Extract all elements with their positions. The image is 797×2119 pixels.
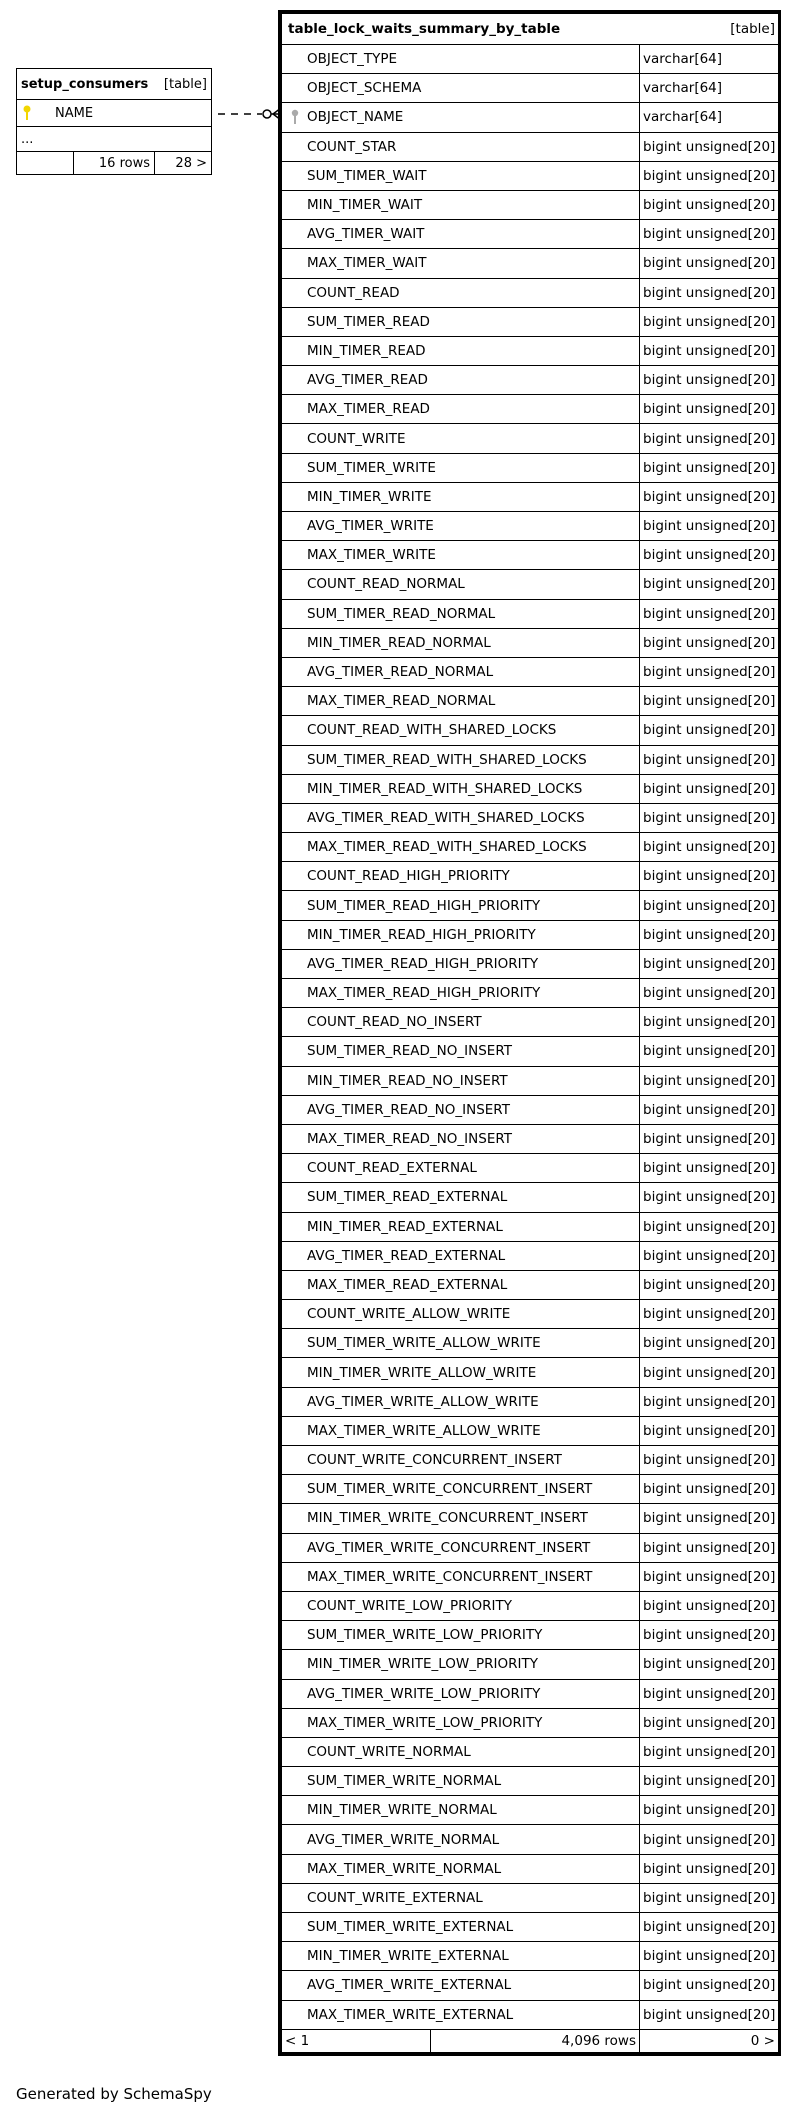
column-name: MAX_TIMER_WRITE_ALLOW_WRITE <box>282 1416 640 1445</box>
table-row <box>282 45 779 74</box>
table-row <box>282 424 779 453</box>
column-name: MIN_TIMER_READ_EXTERNAL <box>282 1212 640 1241</box>
table-row <box>282 833 779 862</box>
column-type: bigint unsigned[20] <box>640 833 779 862</box>
column-name: MAX_TIMER_WRITE_NORMAL <box>282 1854 640 1883</box>
column-type: bigint unsigned[20] <box>640 395 779 424</box>
column-type: bigint unsigned[20] <box>640 1183 779 1212</box>
column-type: varchar[64] <box>640 45 779 74</box>
column-list <box>282 45 779 2030</box>
column-name: MIN_TIMER_READ_NO_INSERT <box>282 1066 640 1095</box>
column-type: bigint unsigned[20] <box>640 453 779 482</box>
column-name: SUM_TIMER_READ_EXTERNAL <box>282 1183 640 1212</box>
table-footer <box>282 2029 779 2052</box>
column-name: COUNT_STAR <box>282 132 640 161</box>
column-name: AVG_TIMER_READ_NORMAL <box>282 657 640 686</box>
table-row <box>282 774 779 803</box>
column-type: bigint unsigned[20] <box>640 1913 779 1942</box>
table-row <box>282 190 779 219</box>
column-name: SUM_TIMER_READ <box>282 307 640 336</box>
table-row <box>282 803 779 832</box>
column-name: AVG_TIMER_WRITE_LOW_PRIORITY <box>282 1679 640 1708</box>
column-name: OBJECT_SCHEMA <box>282 74 640 103</box>
column-type: bigint unsigned[20] <box>640 1971 779 2000</box>
column-name <box>282 103 640 132</box>
column-type: bigint unsigned[20] <box>640 1270 779 1299</box>
column-name: MIN_TIMER_WRITE_LOW_PRIORITY <box>282 1650 640 1679</box>
column-type: bigint unsigned[20] <box>640 1124 779 1153</box>
column-name: MIN_TIMER_WRITE_ALLOW_WRITE <box>282 1358 640 1387</box>
table-row <box>282 1387 779 1416</box>
column-type: bigint unsigned[20] <box>640 1241 779 1270</box>
column-type: bigint unsigned[20] <box>640 1008 779 1037</box>
column-type: bigint unsigned[20] <box>640 716 779 745</box>
column-type: bigint unsigned[20] <box>640 1942 779 1971</box>
column-type: bigint unsigned[20] <box>640 920 779 949</box>
table-row <box>282 1971 779 2000</box>
table-row <box>282 74 779 103</box>
table-row <box>282 1942 779 1971</box>
column-type: bigint unsigned[20] <box>640 1446 779 1475</box>
table-row <box>282 687 779 716</box>
table-header <box>282 14 779 45</box>
column-name: SUM_TIMER_WAIT <box>282 161 640 190</box>
column-name: MAX_TIMER_READ_HIGH_PRIORITY <box>282 979 640 1008</box>
column-name: COUNT_WRITE_ALLOW_WRITE <box>282 1300 640 1329</box>
column-name: AVG_TIMER_WRITE_ALLOW_WRITE <box>282 1387 640 1416</box>
column-name: SUM_TIMER_WRITE_NORMAL <box>282 1767 640 1796</box>
column-type: bigint unsigned[20] <box>640 1475 779 1504</box>
column-type: bigint unsigned[20] <box>640 1504 779 1533</box>
table-row <box>282 336 779 365</box>
column-name: COUNT_READ_WITH_SHARED_LOCKS <box>282 716 640 745</box>
table-row <box>282 1883 779 1912</box>
table-lock-waits-summary-by-table[interactable] <box>278 10 781 2056</box>
column-name: MAX_TIMER_READ <box>282 395 640 424</box>
column-name: AVG_TIMER_READ_WITH_SHARED_LOCKS <box>282 803 640 832</box>
column-name: MIN_TIMER_WRITE_CONCURRENT_INSERT <box>282 1504 640 1533</box>
table-row <box>282 103 779 132</box>
table-row <box>282 1825 779 1854</box>
column-name: MIN_TIMER_WAIT <box>282 190 640 219</box>
table-row <box>282 891 779 920</box>
column-type: bigint unsigned[20] <box>640 1416 779 1445</box>
table-row <box>282 862 779 891</box>
column-name: MAX_TIMER_READ_EXTERNAL <box>282 1270 640 1299</box>
column-name: SUM_TIMER_WRITE <box>282 453 640 482</box>
table-row <box>282 1504 779 1533</box>
column-type: varchar[64] <box>640 74 779 103</box>
column-type: bigint unsigned[20] <box>640 1591 779 1620</box>
column-type: bigint unsigned[20] <box>640 745 779 774</box>
table-row <box>282 1913 779 1942</box>
table-row <box>282 278 779 307</box>
column-type: bigint unsigned[20] <box>640 599 779 628</box>
column-name: MIN_TIMER_READ_HIGH_PRIORITY <box>282 920 640 949</box>
table-row <box>282 395 779 424</box>
column-name: MAX_TIMER_READ_NO_INSERT <box>282 1124 640 1153</box>
column-name: AVG_TIMER_WRITE_NORMAL <box>282 1825 640 1854</box>
table-row <box>282 1708 779 1737</box>
column-type: bigint unsigned[20] <box>640 949 779 978</box>
table-row <box>282 949 779 978</box>
column-name: AVG_TIMER_WRITE <box>282 512 640 541</box>
column-name: SUM_TIMER_READ_HIGH_PRIORITY <box>282 891 640 920</box>
column-type: bigint unsigned[20] <box>640 1037 779 1066</box>
table-row <box>282 1591 779 1620</box>
column-type: bigint unsigned[20] <box>640 1095 779 1124</box>
table-row <box>282 1241 779 1270</box>
table-name: table_lock_waits_summary_by_table <box>282 14 640 45</box>
column-name: MAX_TIMER_WRITE_CONCURRENT_INSERT <box>282 1562 640 1591</box>
column-type: bigint unsigned[20] <box>640 891 779 920</box>
column-name: AVG_TIMER_READ <box>282 366 640 395</box>
table-row <box>282 1621 779 1650</box>
table-type: [table] <box>640 14 779 45</box>
column-type: bigint unsigned[20] <box>640 132 779 161</box>
column-type: bigint unsigned[20] <box>640 979 779 1008</box>
column-name: MAX_TIMER_WAIT <box>282 249 640 278</box>
column-type: bigint unsigned[20] <box>640 1825 779 1854</box>
column-type: bigint unsigned[20] <box>640 1854 779 1883</box>
column-type: bigint unsigned[20] <box>640 278 779 307</box>
table-row <box>282 1446 779 1475</box>
column-name: NAME <box>55 105 94 121</box>
column-type: bigint unsigned[20] <box>640 336 779 365</box>
column-name: SUM_TIMER_WRITE_CONCURRENT_INSERT <box>282 1475 640 1504</box>
column-type: bigint unsigned[20] <box>640 1621 779 1650</box>
table-row <box>282 1679 779 1708</box>
table-name: setup_consumers <box>17 69 155 100</box>
column-name: COUNT_READ_HIGH_PRIORITY <box>282 862 640 891</box>
column-name: MAX_TIMER_WRITE_EXTERNAL <box>282 2000 640 2029</box>
column-type: bigint unsigned[20] <box>640 1767 779 1796</box>
column-name: MIN_TIMER_READ_NORMAL <box>282 628 640 657</box>
column-type: bigint unsigned[20] <box>640 1737 779 1766</box>
table-row <box>282 1650 779 1679</box>
table-row <box>282 1124 779 1153</box>
table-row <box>282 366 779 395</box>
column-type: bigint unsigned[20] <box>640 307 779 336</box>
table-row <box>282 1095 779 1124</box>
column-name: MAX_TIMER_READ_WITH_SHARED_LOCKS <box>282 833 640 862</box>
column-name: SUM_TIMER_WRITE_ALLOW_WRITE <box>282 1329 640 1358</box>
table-row <box>282 307 779 336</box>
children-link[interactable]: 28 > <box>155 152 212 175</box>
table-row <box>282 1767 779 1796</box>
column-type: bigint unsigned[20] <box>640 1066 779 1095</box>
table-row <box>17 100 212 127</box>
column-type: bigint unsigned[20] <box>640 1533 779 1562</box>
primary-key-icon <box>22 105 34 121</box>
table-row <box>282 132 779 161</box>
column-type: bigint unsigned[20] <box>640 774 779 803</box>
table-footer <box>17 152 212 175</box>
table-row <box>282 541 779 570</box>
column-name: MIN_TIMER_WRITE_EXTERNAL <box>282 1942 640 1971</box>
table-row <box>282 599 779 628</box>
parents-link[interactable]: < 1 <box>282 2030 431 2052</box>
column-type: bigint unsigned[20] <box>640 1883 779 1912</box>
column-name: MAX_TIMER_READ_NORMAL <box>282 687 640 716</box>
column-name: MIN_TIMER_READ_WITH_SHARED_LOCKS <box>282 774 640 803</box>
column-name: COUNT_WRITE_CONCURRENT_INSERT <box>282 1446 640 1475</box>
column-name: SUM_TIMER_READ_NORMAL <box>282 599 640 628</box>
column-name: OBJECT_TYPE <box>282 45 640 74</box>
column-name: SUM_TIMER_READ_WITH_SHARED_LOCKS <box>282 745 640 774</box>
column-name: AVG_TIMER_WRITE_EXTERNAL <box>282 1971 640 2000</box>
row-count: 16 rows <box>74 152 155 175</box>
column-name: COUNT_READ_NORMAL <box>282 570 640 599</box>
column-type: bigint unsigned[20] <box>640 628 779 657</box>
column-name: MIN_TIMER_WRITE_NORMAL <box>282 1796 640 1825</box>
table-row <box>282 1008 779 1037</box>
table-row <box>282 570 779 599</box>
table-row <box>282 1037 779 1066</box>
column-type: bigint unsigned[20] <box>640 1212 779 1241</box>
column-name: AVG_TIMER_READ_HIGH_PRIORITY <box>282 949 640 978</box>
ellipsis: ... <box>17 127 212 152</box>
column-type: bigint unsigned[20] <box>640 570 779 599</box>
column-name: AVG_TIMER_READ_EXTERNAL <box>282 1241 640 1270</box>
table-row <box>282 2000 779 2029</box>
table-row <box>282 920 779 949</box>
column-type: bigint unsigned[20] <box>640 424 779 453</box>
table-row <box>282 1066 779 1095</box>
table-row <box>282 628 779 657</box>
column-type: bigint unsigned[20] <box>640 1358 779 1387</box>
table-row <box>282 745 779 774</box>
table-row <box>282 1154 779 1183</box>
column-name: COUNT_READ <box>282 278 640 307</box>
column-type: bigint unsigned[20] <box>640 1650 779 1679</box>
column-type: bigint unsigned[20] <box>640 1329 779 1358</box>
table-row <box>282 1183 779 1212</box>
table-header <box>17 69 212 100</box>
column-type: bigint unsigned[20] <box>640 862 779 891</box>
table-row <box>282 1416 779 1445</box>
column-name: COUNT_WRITE_LOW_PRIORITY <box>282 1591 640 1620</box>
column-name: COUNT_READ_NO_INSERT <box>282 1008 640 1037</box>
children-link[interactable]: 0 > <box>640 2029 779 2052</box>
column-type: bigint unsigned[20] <box>640 1387 779 1416</box>
table-row <box>282 482 779 511</box>
table-row <box>282 512 779 541</box>
column-type: bigint unsigned[20] <box>640 220 779 249</box>
column-name: SUM_TIMER_READ_NO_INSERT <box>282 1037 640 1066</box>
generated-by-label: Generated by SchemaSpy <box>16 2085 212 2103</box>
column-name: MIN_TIMER_READ <box>282 336 640 365</box>
table-row <box>282 1270 779 1299</box>
column-type: bigint unsigned[20] <box>640 1154 779 1183</box>
column-type: bigint unsigned[20] <box>640 1300 779 1329</box>
table-row <box>282 161 779 190</box>
table-row <box>282 716 779 745</box>
column-name: COUNT_WRITE <box>282 424 640 453</box>
table-row <box>282 220 779 249</box>
column-name: MAX_TIMER_WRITE <box>282 541 640 570</box>
column-type: bigint unsigned[20] <box>640 1679 779 1708</box>
table-row <box>282 1533 779 1562</box>
table-row <box>282 453 779 482</box>
column-type: bigint unsigned[20] <box>640 1562 779 1591</box>
column-name: COUNT_WRITE_NORMAL <box>282 1737 640 1766</box>
column-name: MIN_TIMER_WRITE <box>282 482 640 511</box>
column-type: bigint unsigned[20] <box>640 657 779 686</box>
table-row <box>282 1212 779 1241</box>
column-name: AVG_TIMER_READ_NO_INSERT <box>282 1095 640 1124</box>
column-type: bigint unsigned[20] <box>640 1708 779 1737</box>
table-row <box>282 1300 779 1329</box>
table-row <box>282 1737 779 1766</box>
column-name: COUNT_READ_EXTERNAL <box>282 1154 640 1183</box>
table-row <box>282 1796 779 1825</box>
table-row <box>17 127 212 152</box>
table-row <box>282 1854 779 1883</box>
column-name: AVG_TIMER_WRITE_CONCURRENT_INSERT <box>282 1533 640 1562</box>
column-name: SUM_TIMER_WRITE_LOW_PRIORITY <box>282 1621 640 1650</box>
column-type: bigint unsigned[20] <box>640 512 779 541</box>
table-row <box>282 249 779 278</box>
row-count: 4,096 rows <box>561 2032 636 2049</box>
column-name: COUNT_WRITE_EXTERNAL <box>282 1883 640 1912</box>
column-type: varchar[64] <box>640 103 779 132</box>
column-type: bigint unsigned[20] <box>640 482 779 511</box>
column-name-text: OBJECT_NAME <box>307 109 404 126</box>
table-row <box>282 1358 779 1387</box>
column-type: bigint unsigned[20] <box>640 190 779 219</box>
column-type: bigint unsigned[20] <box>640 2000 779 2029</box>
table-row <box>282 1562 779 1591</box>
column-type: bigint unsigned[20] <box>640 803 779 832</box>
table-type: [table] <box>155 69 212 100</box>
column-type: bigint unsigned[20] <box>640 687 779 716</box>
table-row <box>282 1475 779 1504</box>
table-row <box>282 979 779 1008</box>
foreign-key-icon <box>290 109 300 125</box>
setup-consumers-table[interactable] <box>16 68 212 175</box>
column-name: SUM_TIMER_WRITE_EXTERNAL <box>282 1913 640 1942</box>
table-row <box>282 1329 779 1358</box>
column-type: bigint unsigned[20] <box>640 541 779 570</box>
table-row <box>282 657 779 686</box>
column-name: AVG_TIMER_WAIT <box>282 220 640 249</box>
column-name: MAX_TIMER_WRITE_LOW_PRIORITY <box>282 1708 640 1737</box>
column-type: bigint unsigned[20] <box>640 161 779 190</box>
column-type: bigint unsigned[20] <box>640 1796 779 1825</box>
column-type: bigint unsigned[20] <box>640 249 779 278</box>
column-type: bigint unsigned[20] <box>640 366 779 395</box>
